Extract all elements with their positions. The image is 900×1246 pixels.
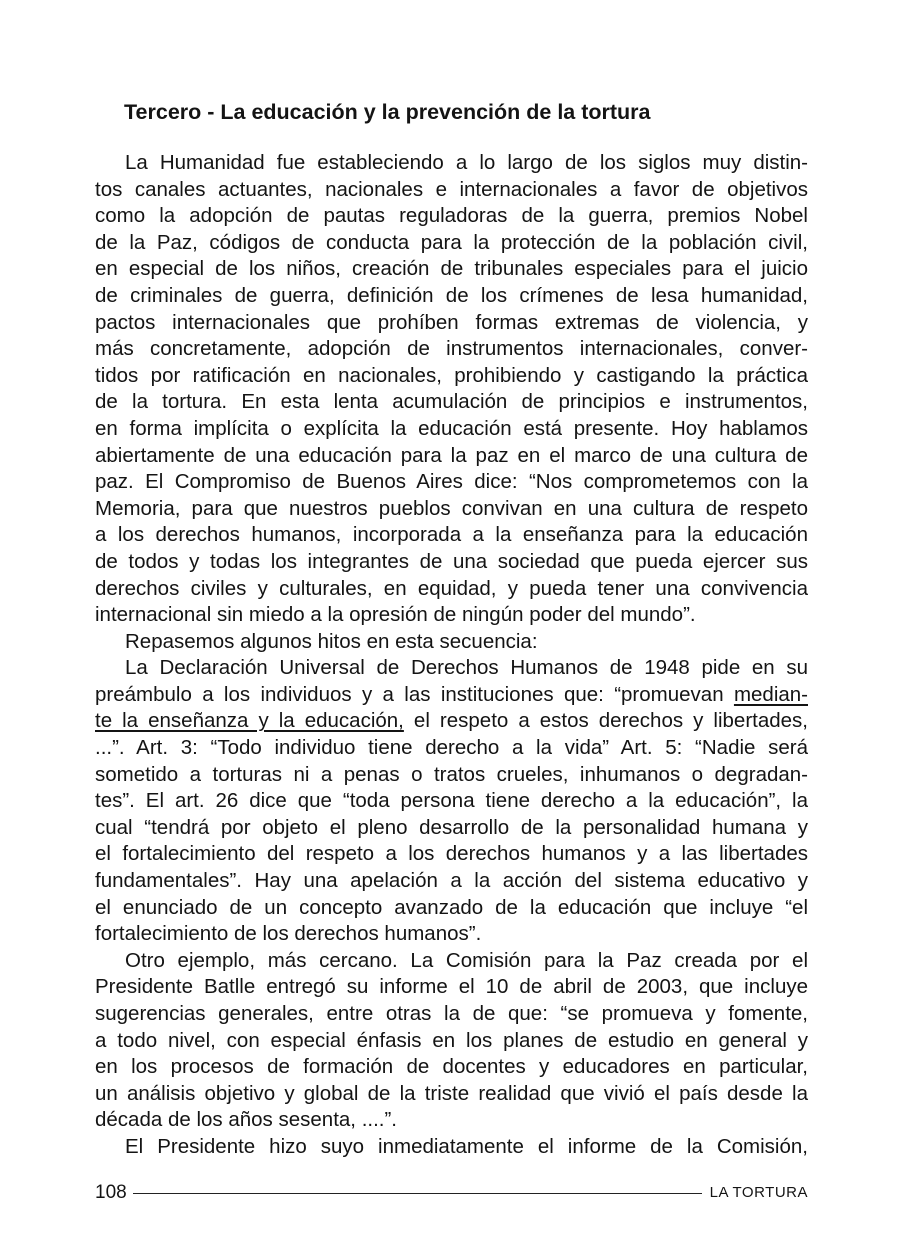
- text-line: un análisis objetivo y global de la triste realidad que vivió el país desde la: [95, 1081, 808, 1105]
- text-span: el respeto a estos derechos y libertades,: [403, 709, 809, 733]
- text-span: preámbulo a los individuos y a las instituciones que: “promuevan: [95, 682, 734, 706]
- text-line: sugerencias generales, entre otras la de que: “se promueva y fomente,: [95, 1002, 808, 1025]
- text-line: fundamentales”. Hay una apelación a la acción del sistema educativo y: [95, 869, 808, 893]
- page-number: 108: [95, 1182, 127, 1203]
- text-line: en los procesos de formación de docentes y educadores en particular,: [95, 1055, 808, 1079]
- text-line: como la adopción de pautas reguladoras de la guerra, premios Nobel: [95, 204, 808, 228]
- text-line: el enunciado de un concepto avanzado de la educación que incluye “el: [95, 895, 808, 919]
- page-footer: [95, 1180, 808, 1206]
- text-line: en especial de los niños, creación de tribunales especiales para el juicio: [95, 257, 808, 281]
- text-line: pactos internacionales que prohíben formas extremas de violencia, y: [95, 310, 808, 334]
- text-line: fortalecimiento de los derechos humanos”.: [95, 922, 482, 946]
- text-line: más concretamente, adopción de instrumentos internacionales, conver-: [95, 337, 808, 361]
- text-line: tes”. El art. 26 dice que “toda persona tiene derecho a la educación”, la: [95, 789, 808, 813]
- text-line: sometido a torturas ni a penas o tratos crueles, inhumanos o degradan-: [95, 762, 808, 786]
- text-line: internacional sin miedo a la opresión de ningún poder del mundo”.: [95, 603, 696, 627]
- text-line: Memoria, para que nuestros pueblos convivan en una cultura de respeto: [95, 496, 808, 520]
- underlined-text: te la enseñanza y la educación,: [95, 709, 404, 733]
- section-heading: Tercero - La educación y la prevención de la tortura: [124, 100, 651, 124]
- text-line: de la Paz, códigos de conducta para la protección de la población civil,: [95, 230, 808, 254]
- text-line: paz. El Compromiso de Buenos Aires dice: “Nos comprometemos con la: [95, 470, 808, 494]
- text-line: en forma implícita o explícita la educación está presente. Hoy hablamos: [95, 416, 808, 440]
- text-line: Repasemos algunos hitos en esta secuencia:: [125, 629, 538, 653]
- text-line: tidos por ratificación en nacionales, prohibiendo y castigando la práctica: [95, 363, 808, 387]
- text-line: de criminales de guerra, definición de los crímenes de lesa humanidad,: [95, 283, 808, 307]
- text-line: década de los años sesenta, ....”.: [95, 1108, 397, 1132]
- text-line: abiertamente de una educación para la paz en el marco de una cultura de: [95, 443, 808, 467]
- text-line: Presidente Batlle entregó su informe el 10 de abril de 2003, que incluye: [95, 975, 808, 999]
- text-line: derechos civiles y culturales, en equidad, y pueda tener una convivencia: [95, 576, 808, 600]
- text-line: a los derechos humanos, incorporada a la enseñanza para la educación: [95, 523, 808, 547]
- text-line: el fortalecimiento del respeto a los derechos humanos y a las libertades: [95, 842, 808, 866]
- text-line: La Declaración Universal de Derechos Humanos de 1948 pide en su: [125, 656, 808, 680]
- text-line: El Presidente hizo suyo inmediatamente el informe de la Comisión,: [125, 1134, 808, 1158]
- text-line: La Humanidad fue estableciendo a lo largo de los siglos muy distin-: [125, 151, 808, 174]
- underlined-text: median-: [733, 682, 808, 706]
- body-text: [95, 150, 808, 1161]
- text-line: [95, 708, 808, 735]
- running-title: LA TORTURA: [709, 1184, 808, 1201]
- text-line: tos canales actuantes, nacionales e internacionales a favor de objetivos: [95, 177, 808, 201]
- text-line: cual “tendrá por objeto el pleno desarrollo de la personalidad humana y: [95, 815, 808, 839]
- text-line: Otro ejemplo, más cercano. La Comisión para la Paz creada por el: [125, 948, 808, 972]
- footer-divider: [133, 1193, 702, 1194]
- text-line: a todo nivel, con especial énfasis en los planes de estudio en general y: [95, 1028, 808, 1052]
- text-line: ...”. Art. 3: “Todo individuo tiene derecho a la vida” Art. 5: “Nadie será: [95, 736, 808, 760]
- text-line: de la tortura. En esta lenta acumulación de principios e instrumentos,: [95, 390, 808, 414]
- text-line: de todos y todas los integrantes de una sociedad que pueda ejercer sus: [95, 549, 808, 573]
- text-line: [95, 682, 808, 709]
